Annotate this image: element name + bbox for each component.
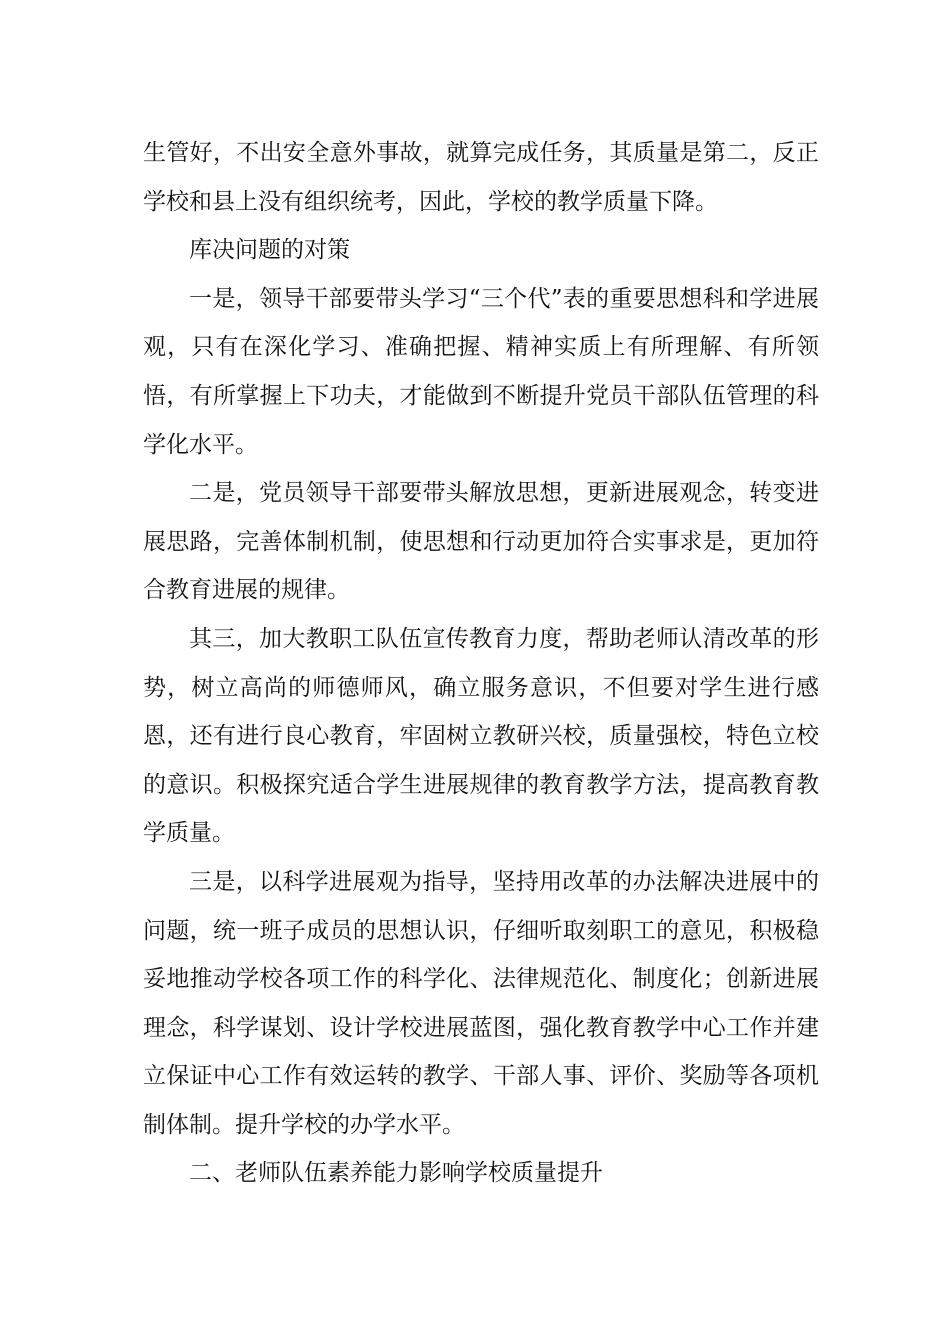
section-heading-teachers: 二、老师队伍素养能力影响学校质量提升 [189,1160,603,1187]
paragraph-continuation: 生管好，不出安全意外事故，就算完成任务，其质量是第二，反正学校和县上没有组织统考，因此，学校的教学质量下降。 [143,140,819,215]
paragraph-point-two: 二是，党员领导干部要带头解放思想，更新进展观念，转变进展思路，完善体制机制，使思想和行动更加符合实事求是，更加符合教育进展的规律。 [143,480,819,604]
paragraph-point-three: 三是，以科学进展观为指导，坚持用改革的办法解决进展中的问题，统一班子成员的思想认识，仔细听取刻职工的意见，积极稳妥地推动学校各项工作的科学化、法律规范化、制度化；创新进展理念，科学谋划、设计学校进展蓝图，强化教育教学中心工作并建立保证中心工作有效运转的教学、干部人事、评价、奖励等各项机制体制。提升学校的办学水平。 [143,868,819,1138]
paragraph-point-one: 一是，领导干部要带头学习“三个代”表的重要思想科和学进展观，只有在深化学习、准确把握、精神实质上有所理解、有所领悟，有所掌握上下功夫，才能做到不断提升党员干部队伍管理的科学化水平。 [143,285,819,458]
document-body [143,129,819,1198]
paragraph-point-three-alt: 其三，加大教职工队伍宣传教育力度，帮助老师认清改革的形势，树立高尚的师德师风，确立服务意识，不但要对学生进行感恩，还有进行良心教育，牢固树立教研兴校，质量强校，特色立校的意识。积极探究适合学生进展规律的教育教学方法，提高教育教学质量。 [143,625,819,847]
section-heading-countermeasures: 库决问题的对策 [189,237,350,264]
